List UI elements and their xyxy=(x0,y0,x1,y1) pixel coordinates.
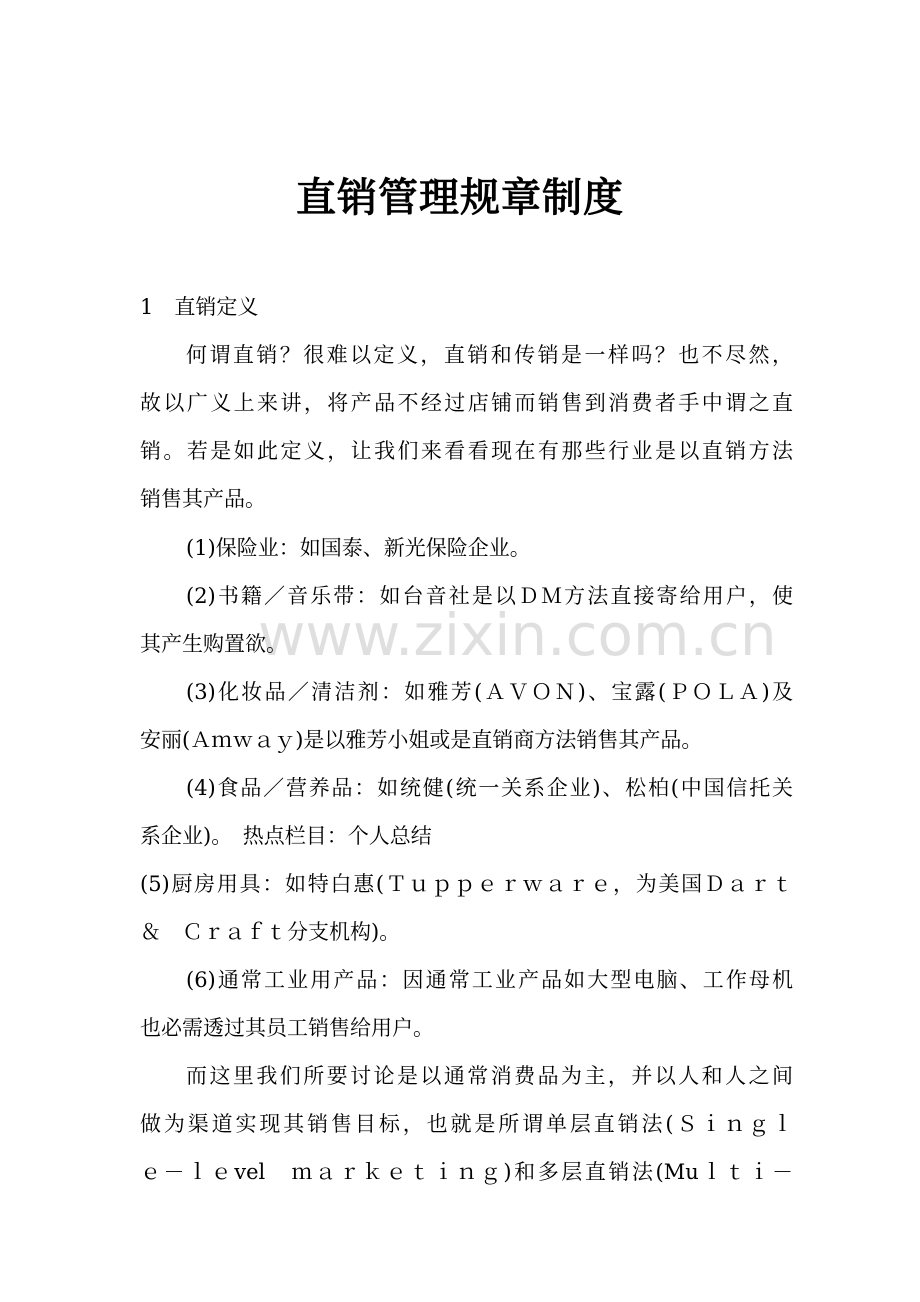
paragraph-line: 销售其产品。 xyxy=(140,487,266,511)
list-item-continuation: 其产生购置欲。 xyxy=(140,632,287,656)
list-item-continuation: 也必需透过其员工销售给用户。 xyxy=(140,1016,434,1040)
list-item: (3)化妆品／清洁剂：如雅芳(ＡＶＯＮ)、宝露(ＰＯＬＡ)及 xyxy=(186,680,793,704)
watermark: www.zixin.com.cn xyxy=(258,601,777,669)
list-item: (1)保险业：如国泰、新光保险企业。 xyxy=(186,536,531,560)
list-item: (6)通常工业用产品：因通常工业产品如大型电脑、工作母机 xyxy=(186,968,793,992)
paragraph-line: 故以广义上来讲，将产品不经过店铺而销售到消费者手中谓之直 xyxy=(140,391,793,415)
list-item-continuation: 安丽(Ａｍｗａｙ)是以雅芳小姐或是直销商方法销售其产品。 xyxy=(140,728,703,752)
list-item-continuation: ＆ Ｃｒａｆｔ分支机构)。 xyxy=(140,920,401,944)
list-item: (5)厨房用具：如特白惠(Ｔｕｐｐｅｒｗａｒｅ，为美国Ｄａｒｔ xyxy=(140,872,793,896)
list-item: (4)食品／营养品：如统健(统一关系企业)、松柏(中国信托关 xyxy=(186,776,793,800)
paragraph-line: ｅ－ｌｅvel ｍａｒｋｅｔｉｎｇ)和多层直销法(Muｌｔｉ－ xyxy=(140,1160,793,1184)
document-title: 直销管理规章制度 xyxy=(296,174,624,221)
section-heading: 1 直销定义 xyxy=(140,295,259,319)
paragraph-line: 何谓直销？很难以定义，直销和传销是一样吗？也不尽然， xyxy=(186,343,793,367)
paragraph-line: 销。若是如此定义，让我们来看看现在有那些行业是以直销方法 xyxy=(140,439,793,463)
list-item: (2)书籍／音乐带：如台音社是以ＤＭ方法直接寄给用户，使 xyxy=(186,584,793,608)
list-item-continuation: 系企业)。 热点栏目：个人总结 xyxy=(140,824,432,848)
paragraph-line: 而这里我们所要讨论是以通常消费品为主，并以人和人之间 xyxy=(186,1064,793,1088)
paragraph-line: 做为渠道实现其销售目标，也就是所谓单层直销法(Ｓｉｎｇｌ xyxy=(140,1112,793,1136)
